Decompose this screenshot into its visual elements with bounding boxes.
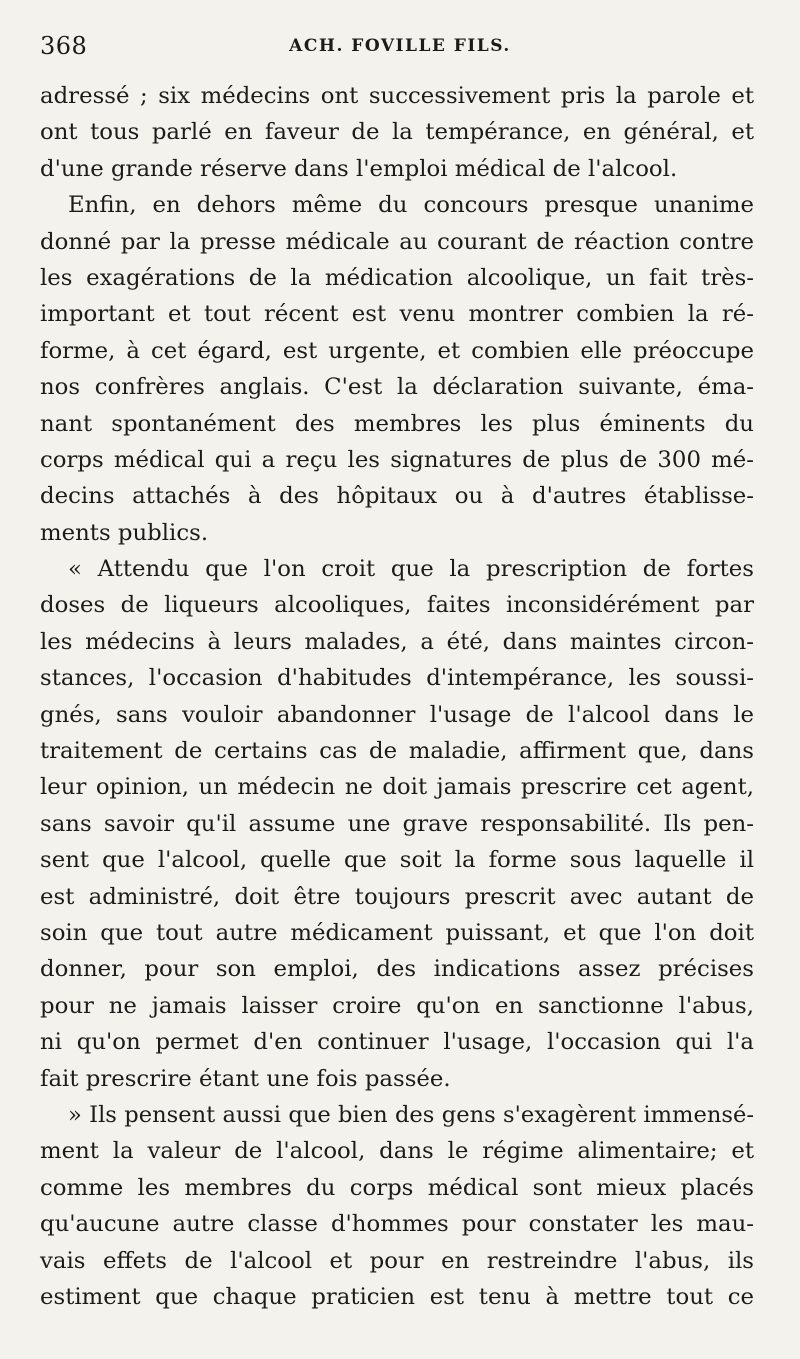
text-line: donné par la presse médicale au courant de réaction contre [40, 228, 754, 255]
text-line: les médecins à leurs malades, a été, dans maintes circon- [40, 628, 754, 655]
text-line: doses de liqueurs alcooliques, faites inconsidérément par [40, 592, 754, 619]
text-line: corps médical qui a reçu les signatures de plus de 300 mé- [40, 446, 754, 473]
text-line: stances, l'occasion d'habitudes d'intempérance, les soussi- [40, 665, 754, 692]
text-line: est administré, doit être toujours prescrit avec autant de [40, 883, 754, 910]
text-line: ni qu'on permet d'en continuer l'usage, l'occasion qui l'a [40, 1029, 754, 1056]
text-line: d'une grande réserve dans l'emploi médical de l'alcool. [40, 155, 678, 182]
text-line: vais effets de l'alcool et pour en restreindre l'abus, ils [40, 1247, 754, 1274]
text-line: traitement de certains cas de maladie, affirment que, dans [40, 738, 754, 765]
text-line: » Ils pensent aussi que bien des gens s'exagèrent immensé- [68, 1101, 754, 1128]
text-line: donner, pour son emploi, des indications assez précises [40, 956, 754, 983]
text-line: nant spontanément des membres les plus éminents du [40, 410, 754, 437]
text-line: comme les membres du corps médical sont mieux placés [40, 1174, 754, 1201]
text-line: nos confrères anglais. C'est la déclaration suivante, éma- [40, 374, 754, 401]
page-header [40, 32, 760, 72]
text-line: important et tout récent est venu montrer combien la ré- [40, 301, 754, 328]
text-line: soin que tout autre médicament puissant, et que l'on doit [40, 919, 754, 946]
text-line: Enfin, en dehors même du concours presque unanime [68, 192, 754, 219]
text-line: estiment que chaque praticien est tenu à mettre tout ce [40, 1283, 754, 1310]
running-head: ACH. FOVILLE FILS. [289, 36, 511, 56]
text-line: gnés, sans vouloir abandonner l'usage de l'alcool dans le [40, 701, 754, 728]
text-line: sans savoir qu'il assume une grave responsabilité. Ils pen- [40, 810, 754, 837]
body-text [40, 78, 754, 1315]
text-line: leur opinion, un médecin ne doit jamais prescrire cet agent, [40, 774, 754, 801]
text-line: sent que l'alcool, quelle que soit la forme sous laquelle il [40, 847, 754, 874]
text-line: qu'aucune autre classe d'hommes pour constater les mau- [40, 1211, 754, 1238]
text-line: fait prescrire étant une fois passée. [40, 1065, 451, 1092]
text-line: pour ne jamais laisser croire qu'on en sanctionne l'abus, [40, 992, 754, 1019]
text-line: « Attendu que l'on croit que la prescription de fortes [68, 556, 754, 583]
text-line: ment la valeur de l'alcool, dans le régime alimentaire; et [40, 1138, 754, 1165]
text-line: ments publics. [40, 519, 209, 546]
text-line: ont tous parlé en faveur de la tempérance, en général, et [40, 119, 754, 146]
text-line: forme, à cet égard, est urgente, et combien elle préoccupe [40, 337, 754, 364]
text-line: les exagérations de la médication alcoolique, un fait très- [40, 264, 754, 291]
text-line: adressé ; six médecins ont successivement pris la parole et [40, 83, 754, 109]
text-line: decins attachés à des hôpitaux ou à d'autres établisse- [40, 483, 754, 510]
page-number: 368 [40, 32, 88, 60]
